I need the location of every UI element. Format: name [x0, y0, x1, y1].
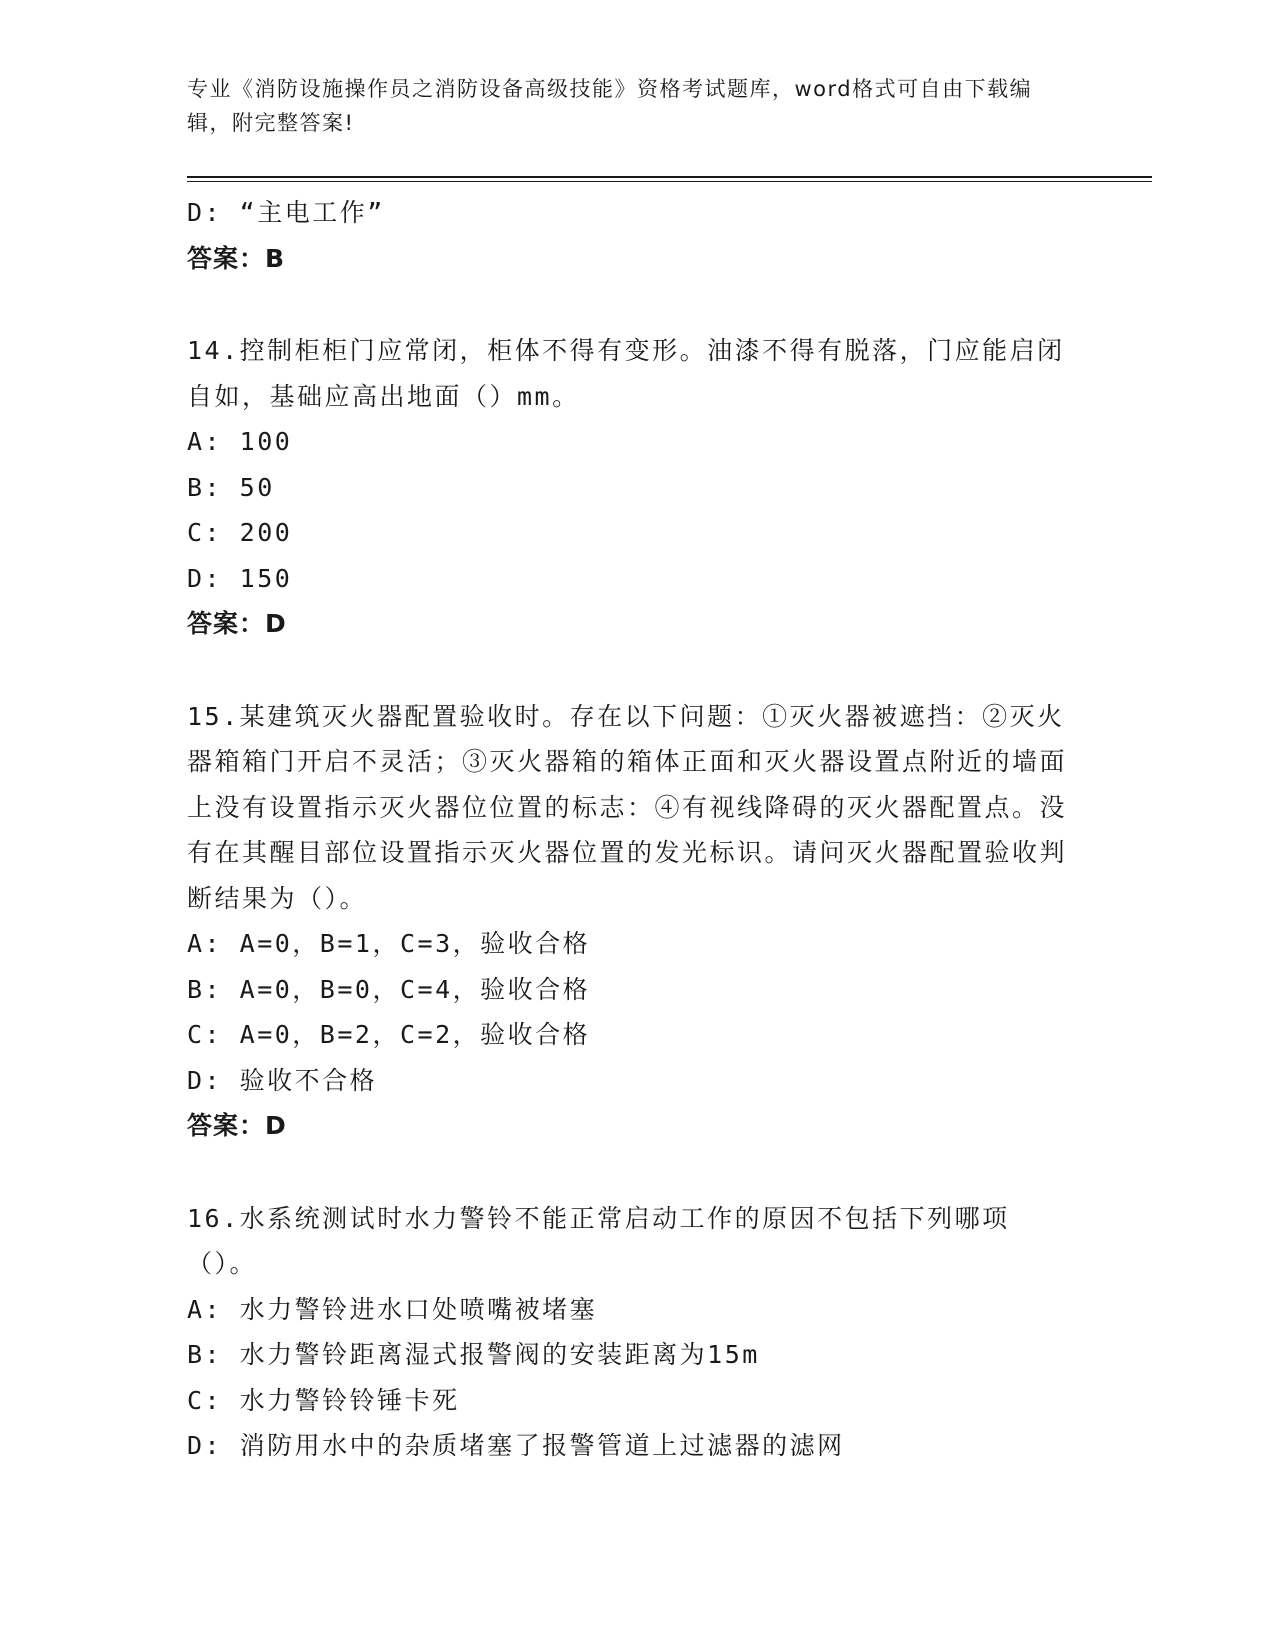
option-b: B: A=0，B=0，C=4，验收合格 — [187, 974, 591, 1004]
option-c: C: A=0，B=2，C=2，验收合格 — [187, 1020, 591, 1049]
answer-label: 答案：B — [187, 243, 286, 273]
option-b: B: 50 — [187, 472, 275, 502]
header-divider-thick — [187, 176, 1152, 178]
option-a: A: 100 — [187, 427, 293, 456]
answer-label: 答案：D — [187, 1111, 287, 1140]
option-c: C: 200 — [187, 518, 293, 547]
option-a: A: A=0，B=1，C=3，验收合格 — [187, 929, 591, 958]
header-title: 专业《消防设施操作员之消防设备高级技能》资格考试题库，word格式可自由下载编辑，附完整答案! — [187, 77, 1033, 135]
option-d: D: “主电工作” — [187, 198, 385, 227]
option-d: D: 消防用水中的杂质堵塞了报警管道上过滤器的滤网 — [187, 1431, 845, 1460]
option-b: B: 水力警铃距离湿式报警阀的安装距离为15m — [187, 1340, 760, 1369]
question-15-text: 15.某建筑灭火器配置验收时。存在以下问题：①灭火器被遮挡：②灭火器箱箱门开启不灵活；③灭火器箱的箱体正面和灭火器设置点附近的墙面上没有设置指示灭火器位位置的标志：④有视线降碍的灭火器配置点。没有在其醒目部位设置指示灭火器位置的发光标识。请问灭火器配置验收判断结果为（）。 — [187, 701, 1068, 913]
header-divider-thin — [187, 181, 1152, 182]
question-14-text: 14.控制柜柜门应常闭，柜体不得有变形。油漆不得有脱落，门应能启闭自如，基础应高出地面（）mm。 — [187, 336, 1065, 411]
document-body — [187, 190, 1087, 1469]
answer-label: 答案：D — [187, 609, 287, 638]
option-a: A: 水力警铃进水口处喷嘴被堵塞 — [187, 1294, 598, 1324]
option-d: D: 验收不合格 — [187, 1065, 378, 1095]
question-16-text: 16.水系统测试时水力警铃不能正常启动工作的原因不包括下列哪项（）。 — [187, 1203, 1010, 1278]
option-c: C: 水力警铃铃锤卡死 — [187, 1385, 460, 1415]
option-d: D: 150 — [187, 563, 293, 593]
document-header — [187, 72, 1067, 140]
